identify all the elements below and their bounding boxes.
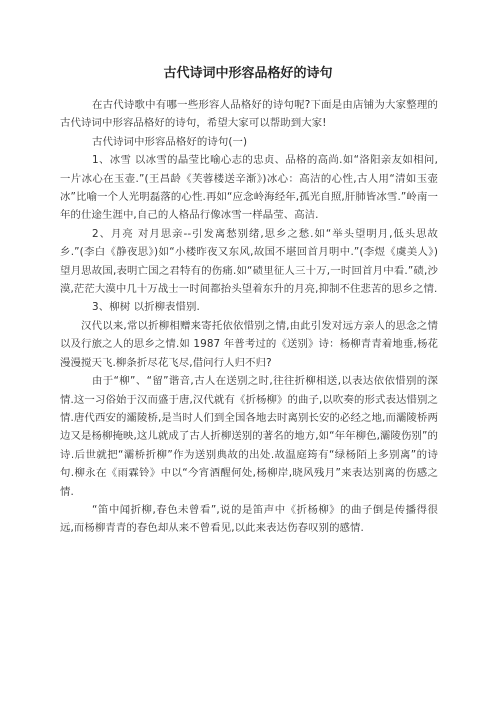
document-body [60,96,438,538]
item-moon-paragraph: 2、月亮 对月思亲--引发离愁别绪,思乡之愁.如“举头望明月,低头思故乡.”(李白《静夜思》)如“小楼昨夜又东风,故国不堪回首月明中.”(李煜《虞美人》)望月思故国,表明亡国之君特有的伤痛.如“碛里征人三十万,一时回首月中看.”碛,沙漠,茫茫大漠中几十万战士一时间都抬头望着东升的月亮,抑制不住悲苦的思乡之情. [60,227,438,296]
willow-paragraph-2: 由于“柳”、“留”谐音,古人在送别之时,往往折柳相送,以表达依依惜别的深情.这一习俗始于汉而盛于唐,汉代就有《折杨柳》的曲子,以吹奏的形式表达惜别之情.唐代西安的灞陵桥,是当时人们到全国各地去时离别长安的必经之地,而灞陵桥两边又是杨柳掩映,这儿就成了古人折柳送别的著名的地方,如“年年柳色,灞陵伤别”的诗.后世就把“灞桥折柳”作为送别典故的出处.故温庭筠有“绿杨陌上多别离”的诗句.柳永在《雨霖铃》中以“今宵酒醒何处,杨柳岸,晓风残月”来表达别离的伤感之情. [60,375,438,498]
page-title: 古代诗词中形容品格好的诗句 [163,66,333,81]
willow-paragraph-3: “笛中闻折柳,春色未曾看”,说的是笛声中《折杨柳》的曲子倒是传播得很远,而杨柳青青的春色却从来不曾看见,以此来表达伤春叹别的感情. [60,503,438,535]
item-willow-heading: 3、柳树 以折柳表惜别. [92,301,200,314]
intro-paragraph: 在古代诗歌中有哪一些形容人品格好的诗句呢?下面是由店铺为大家整理的古代诗词中形容品格好的诗句，希望大家可以帮助到大家! [60,99,438,130]
willow-paragraph-1: 汉代以来,常以折柳相赠来寄托依依惜别之情,由此引发对远方亲人的思念之情以及行旅之人的思乡之情.如 1987 年普考过的《送别》诗：杨柳青青着地垂,杨花漫漫搅天飞.柳条折尽花飞尽,借问行人归不归? [60,319,438,369]
item-snow-paragraph: 1、冰雪 以冰雪的晶莹比喻心志的忠贞、品格的高尚.如“洛阳亲友如相问,一片冰心在玉壶.”(王昌龄《芙蓉楼送辛渐》)冰心：高洁的心性,古人用“清如玉壶冰”比喻一个人光明磊落的心性.再如“应念岭海经年,孤光自照,肝肺皆冰雪.”岭南一年的仕途生涯中,自己的人格品行像冰雪一样晶莹、高洁. [60,154,438,222]
section-heading: 古代诗词中形容品格好的诗句(一) [92,135,248,148]
